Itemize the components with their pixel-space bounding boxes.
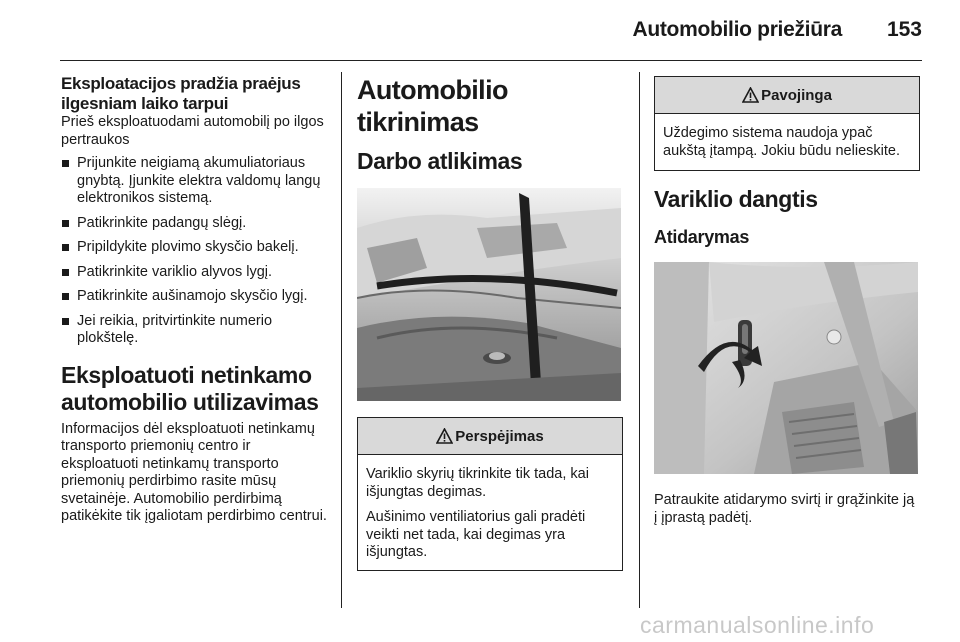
hood-release-image bbox=[654, 262, 918, 474]
disposal-text: Informacijos dėl eksploatuoti netinkamų transporto priemonių centro ir eksploatuoti netinkamų transporto priemonių perdirbimo rasite mūsų svetainėje. Automobilio perdirbimą patikėkite tik įgaliotam perdirbimo centrui. bbox=[61, 420, 327, 524]
engine-bay-image bbox=[357, 188, 621, 401]
warning-box-body bbox=[358, 455, 622, 570]
danger-text: Uždegimo sistema naudoja ypač aukštą įtampą. Jokiu būdu nelieskite. bbox=[663, 125, 900, 159]
page-number: 153 bbox=[886, 18, 922, 41]
bullet-icon bbox=[62, 160, 69, 167]
column-divider-2 bbox=[639, 72, 640, 608]
list-item: Pripildykite plovimo skysčio bakelį. bbox=[61, 239, 329, 257]
list-item: Patikrinkite padangų slėgį. bbox=[61, 215, 329, 233]
danger-label: Pavojinga bbox=[761, 86, 832, 104]
hood-release-illustration bbox=[654, 262, 918, 474]
header-rule bbox=[60, 60, 922, 61]
column-1 bbox=[61, 74, 329, 526]
subtitle: Darbo atlikimas bbox=[357, 148, 523, 174]
list-item: Patikrinkite aušinamojo skysčio lygį. bbox=[61, 288, 329, 306]
warning-paragraph: Variklio skyrių tikrinkite tik tada, kai išjungtas degimas. bbox=[366, 466, 589, 500]
opening-subheading: Atidarymas bbox=[654, 227, 750, 247]
column-3 bbox=[654, 74, 920, 527]
bullet-icon bbox=[62, 269, 69, 276]
list-item: Patikrinkite variklio alyvos lygį. bbox=[61, 264, 329, 282]
column-divider-1 bbox=[341, 72, 342, 608]
hood-caption: Patraukite atidarymo svirtį ir grąžinkite ją į įprastą padėtį. bbox=[654, 492, 915, 526]
warning-box bbox=[357, 417, 623, 571]
bullet-icon bbox=[62, 318, 69, 325]
bullet-icon bbox=[62, 220, 69, 227]
page-title: Automobilio priežiūra bbox=[632, 18, 842, 41]
warning-triangle-icon bbox=[742, 87, 759, 103]
checklist bbox=[61, 155, 329, 348]
warning-label: Perspėjimas bbox=[455, 427, 544, 445]
engine-bay-illustration bbox=[357, 188, 621, 401]
bullet-icon bbox=[62, 244, 69, 251]
danger-box bbox=[654, 76, 920, 171]
warning-paragraph: Aušinimo ventiliatorius gali pradėti veikti net tada, kai degimas yra išjungtas. bbox=[366, 509, 586, 560]
hood-heading: Variklio dangtis bbox=[654, 186, 818, 212]
section-heading-disposal: Eksploatuoti netinkamo automobilio utilizavimas bbox=[61, 361, 319, 415]
danger-box-header bbox=[655, 77, 919, 114]
list-item: Jei reikia, pritvirtinkite numerio plokštelę. bbox=[61, 313, 329, 348]
list-item: Prijunkite neigiamą akumuliatoriaus gnybtą. Įjunkite elektra valdomų langų elektronikos sistemą. bbox=[61, 155, 329, 208]
bullet-icon bbox=[62, 293, 69, 300]
danger-box-body bbox=[655, 114, 919, 170]
column-2 bbox=[357, 74, 623, 571]
warning-triangle-icon bbox=[436, 428, 453, 444]
warning-box-header bbox=[358, 418, 622, 455]
section-heading-restart: Eksploatacijos pradžia praėjus ilgesniam laiko tarpui bbox=[61, 74, 301, 113]
main-title: Automobilio tikrinimas bbox=[357, 75, 508, 137]
page-header bbox=[0, 0, 960, 62]
section-intro: Prieš eksploatuodami automobilį po ilgos pertraukos bbox=[61, 114, 324, 148]
watermark: carmanualsonline.info bbox=[640, 612, 875, 638]
